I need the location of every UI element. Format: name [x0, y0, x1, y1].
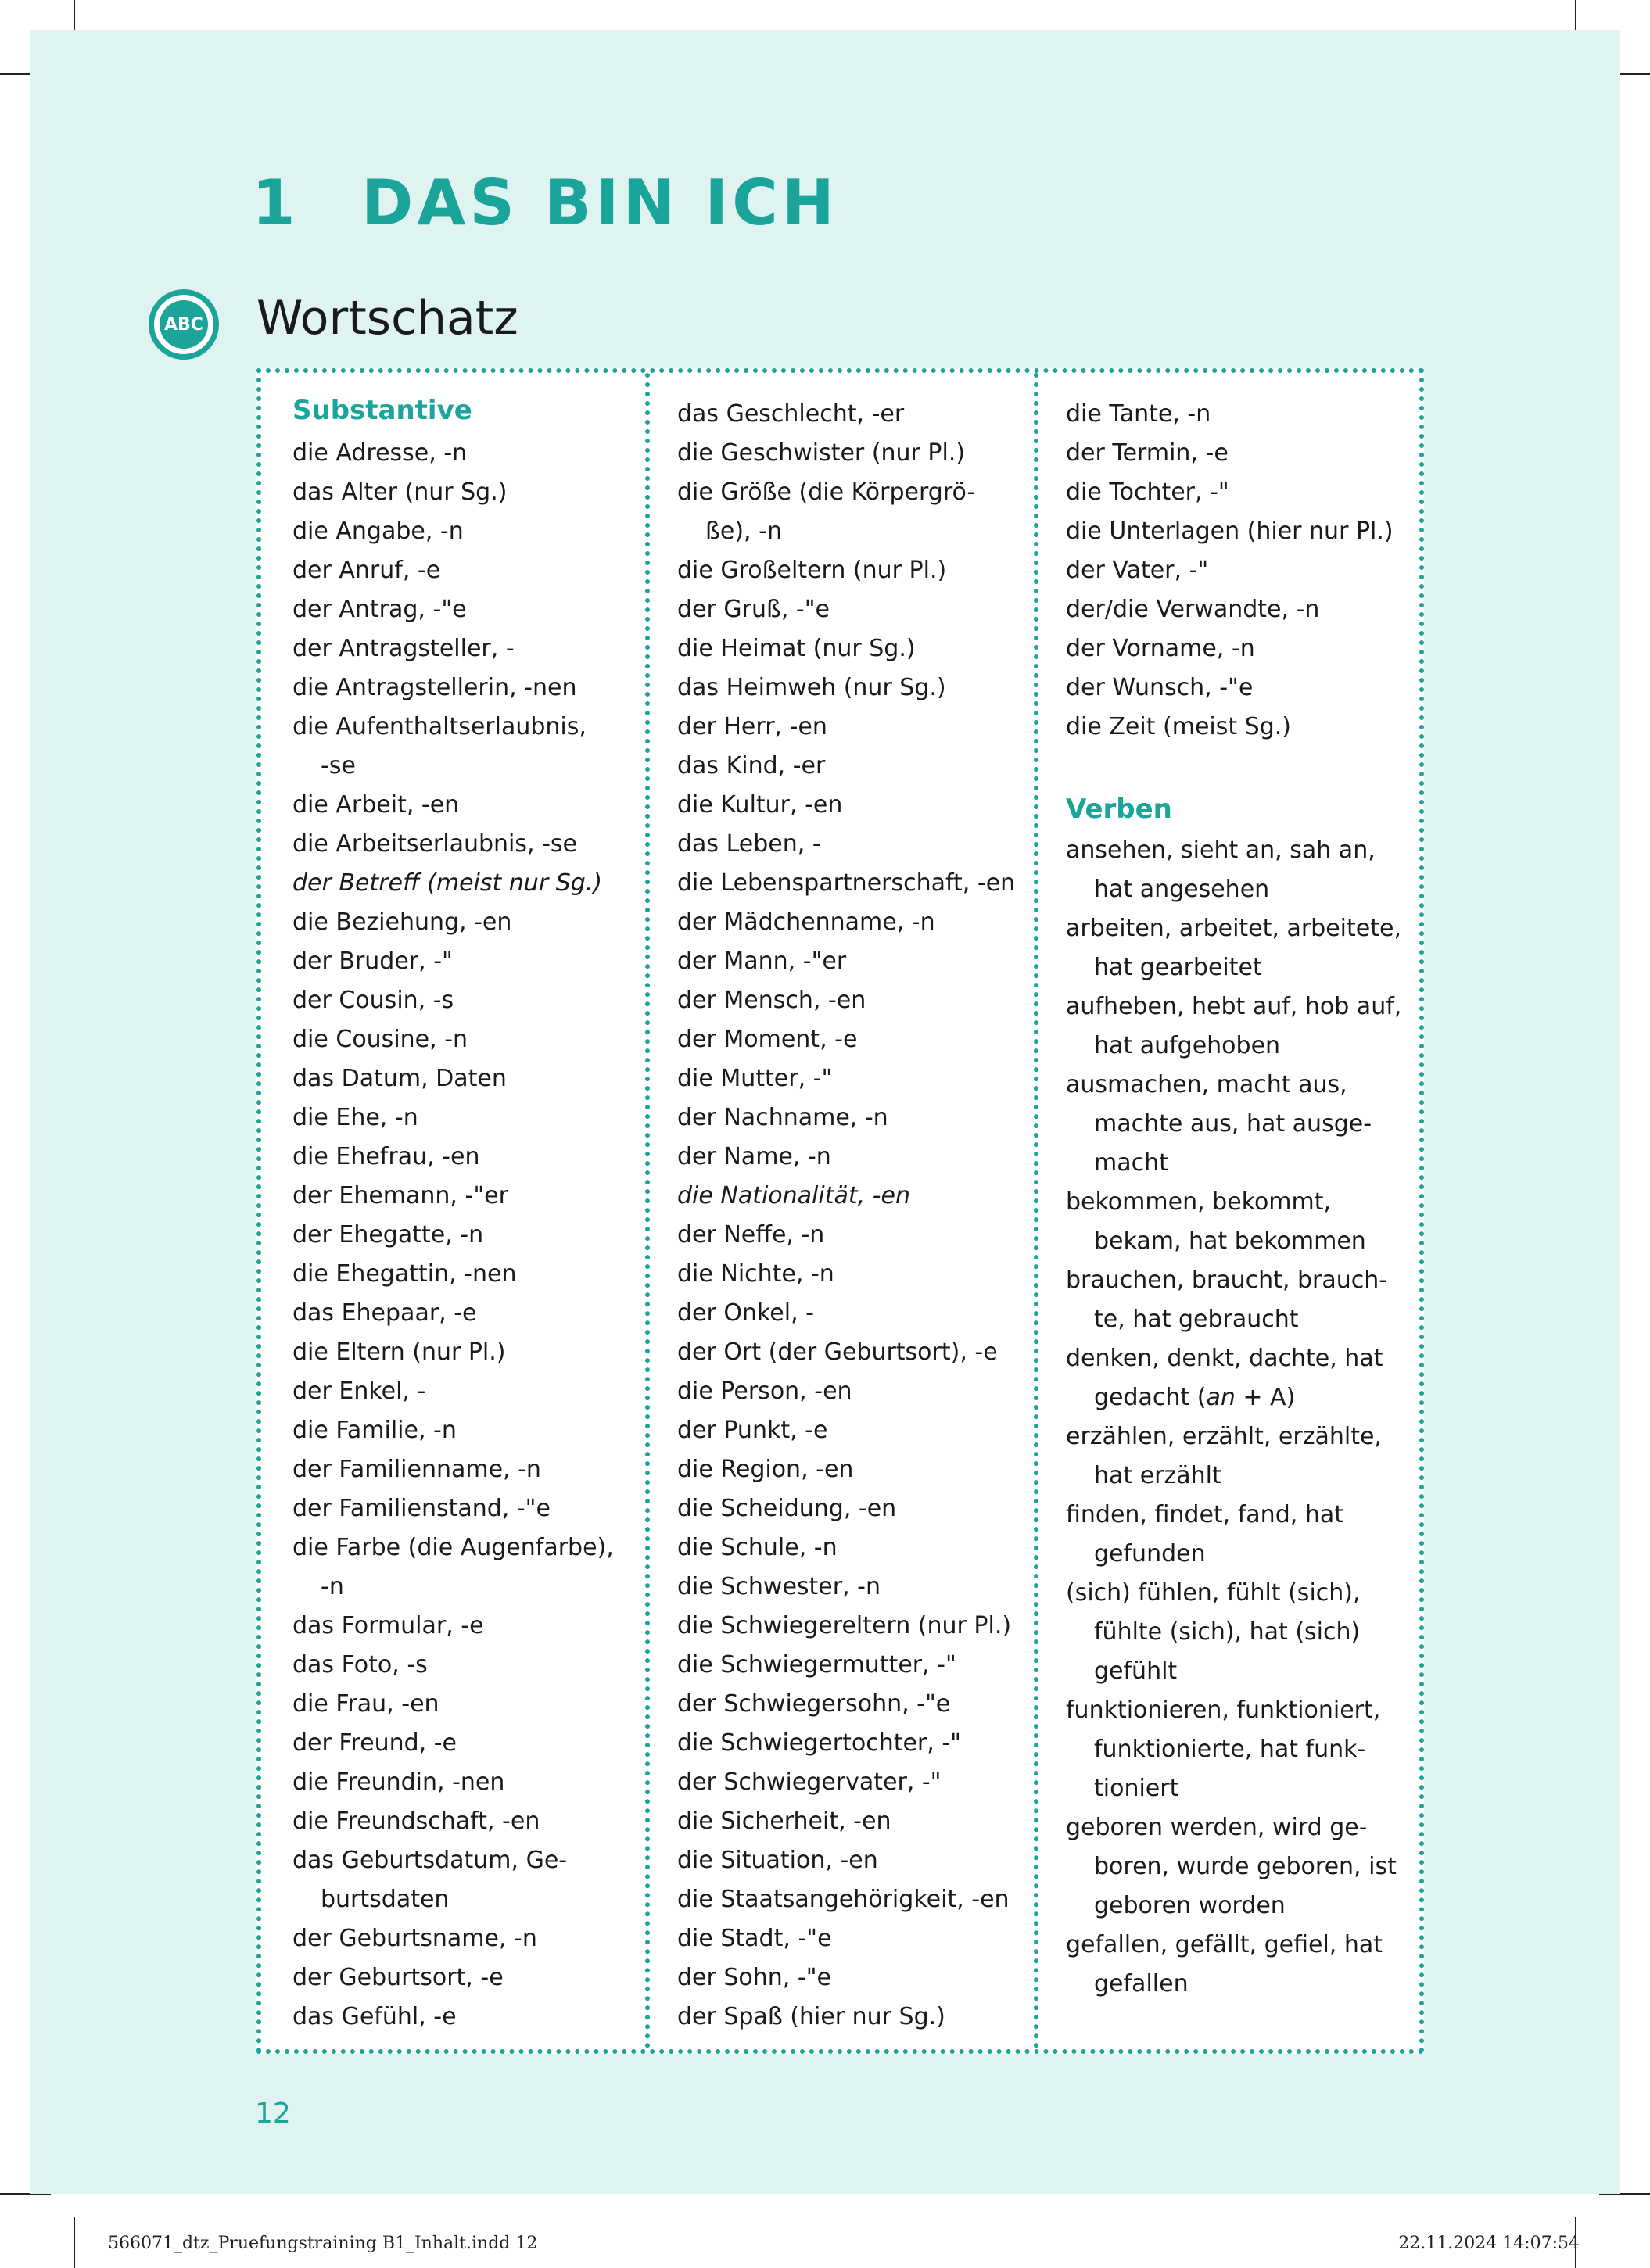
entry-text: die Situation, -en: [677, 1847, 878, 1874]
entry-text: die Tochter, -": [1066, 478, 1229, 506]
entry-continuation: boren, wurde geboren, ist: [1094, 1853, 1397, 1880]
noun-entry: [677, 1646, 1021, 1685]
entry-text: das Ehepaar, -e: [292, 1299, 477, 1327]
entry-text: der Geburtsort, -e: [292, 1964, 504, 1991]
entry-text: die Staatsangehörigkeit, -en: [677, 1886, 1010, 1913]
entry-text: der Sohn, -"e: [677, 1964, 831, 1991]
noun-entry: [292, 1411, 629, 1450]
noun-entry: [677, 629, 1021, 668]
heading-verben: Verben: [1066, 794, 1172, 825]
noun-entry: [677, 1059, 1021, 1098]
entry-text: das Alter (nur Sg.): [292, 478, 508, 506]
entry-continuation: ße), -n: [705, 518, 782, 545]
entry-fragment: gedacht (: [1094, 1384, 1207, 1411]
noun-entry: [292, 668, 629, 708]
entry-text: die Farbe (die Augenfarbe),: [292, 1534, 614, 1561]
noun-entry: [677, 1489, 1021, 1528]
noun-entry: [677, 786, 1021, 825]
entry-text: die Freundschaft, -en: [292, 1808, 540, 1835]
entry-text: das Leben, -: [677, 830, 821, 858]
noun-entry: [677, 1958, 1021, 1997]
page-number: 12: [255, 2098, 291, 2130]
noun-entry: [292, 1919, 629, 1958]
entry-text: die Stadt, -"e: [677, 1925, 832, 1952]
entry-text: die Schule, -n: [677, 1534, 838, 1561]
entry-text: der Schwiegersohn, -"e: [677, 1690, 951, 1718]
noun-list: [1066, 395, 1410, 747]
entry-text: der Cousin, -s: [292, 987, 454, 1014]
noun-entry: [677, 1216, 1021, 1255]
vocab-column-3: [1066, 395, 1410, 2004]
entry-text: die Arbeitserlaubnis, -se: [292, 830, 577, 858]
entry-continuation: gefühlt: [1094, 1657, 1178, 1685]
noun-entry: [292, 434, 629, 473]
heading-substantive: Substantive: [292, 395, 472, 426]
noun-entry: [1066, 395, 1410, 434]
noun-entry: [1066, 668, 1410, 708]
entry-text: die Person, -en: [677, 1378, 852, 1405]
entry-text: die Geschwister (nur Pl.): [677, 439, 966, 467]
noun-entry: [677, 747, 1021, 786]
entry-text: die Ehefrau, -en: [292, 1143, 480, 1170]
entry-text: die Angabe, -n: [292, 518, 464, 545]
noun-entry: [292, 1177, 629, 1216]
noun-entry: [677, 1802, 1021, 1841]
verb-entry: [1066, 987, 1410, 1066]
noun-entry: [677, 1138, 1021, 1177]
entry-continuation: gefunden: [1094, 1540, 1206, 1568]
entry-text: der Familienname, -n: [292, 1456, 541, 1483]
entry-text: der Punkt, -e: [677, 1417, 828, 1444]
verb-entry: [1066, 831, 1410, 909]
noun-entry: [677, 1098, 1021, 1138]
entry-text: das Gefühl, -e: [292, 2003, 457, 2030]
noun-entry: [677, 1568, 1021, 1607]
noun-entry: [292, 590, 629, 629]
verb-entry: [1066, 1926, 1410, 2004]
vocabulary-box: [256, 368, 1424, 2054]
entry-text: geboren werden, wird ge-: [1066, 1814, 1368, 1841]
verb-entry: [1066, 1066, 1410, 1183]
entry-text: die Großeltern (nur Pl.): [677, 557, 947, 584]
entry-text: der Antragsteller, -: [292, 635, 515, 662]
noun-entry: [292, 1607, 629, 1646]
noun-entry: [292, 1216, 629, 1255]
noun-entry: [292, 1724, 629, 1763]
noun-entry: [677, 1607, 1021, 1646]
entry-text: die Mutter, -": [677, 1065, 833, 1092]
entry-text: der Ehemann, -"er: [292, 1182, 508, 1209]
entry-text: die Familie, -n: [292, 1417, 457, 1444]
noun-entry: [677, 1880, 1021, 1919]
entry-text: der Enkel, -: [292, 1378, 426, 1405]
slug-timestamp: 22.11.2024 14:07:54: [1398, 2234, 1580, 2253]
verb-entry: [1066, 1339, 1410, 1417]
verb-entry: [1066, 1417, 1410, 1496]
noun-entry: [1066, 708, 1410, 747]
entry-text: funktionieren, funktioniert,: [1066, 1697, 1381, 1724]
entry-text: die Schwester, -n: [677, 1573, 881, 1600]
column-divider: [645, 373, 650, 2049]
noun-entry: [677, 1177, 1021, 1216]
entry-continuation: hat gearbeitet: [1094, 954, 1262, 981]
noun-entry: [292, 1802, 629, 1841]
noun-entry: [292, 473, 629, 512]
entry-text: der Familienstand, -"e: [292, 1495, 551, 1522]
noun-entry: [292, 1528, 629, 1607]
noun-entry: [292, 1138, 629, 1177]
entry-continuation: te, hat gebraucht: [1094, 1306, 1299, 1333]
noun-entry: [292, 1059, 629, 1098]
noun-entry: [677, 434, 1021, 473]
noun-entry: [677, 942, 1021, 981]
entry-text: die Aufenthaltserlaubnis,: [292, 713, 586, 740]
entry-text: die Region, -en: [677, 1456, 854, 1483]
entry-text: der Antrag, -"e: [292, 596, 467, 623]
noun-entry: [292, 1020, 629, 1059]
noun-entry: [677, 1763, 1021, 1802]
noun-entry: [677, 1333, 1021, 1372]
noun-entry: [292, 864, 629, 903]
noun-entry: [677, 395, 1021, 434]
entry-text: der Mensch, -en: [677, 987, 866, 1014]
entry-text: die Eltern (nur Pl.): [292, 1338, 506, 1366]
noun-entry: [677, 1450, 1021, 1489]
noun-entry: [677, 1724, 1021, 1763]
noun-entry: [677, 473, 1021, 551]
entry-text: der Onkel, -: [677, 1299, 814, 1327]
noun-entry: [677, 825, 1021, 864]
entry-text: die Unterlagen (hier nur Pl.): [1066, 518, 1394, 545]
entry-text: die Schwiegereltern (nur Pl.): [677, 1612, 1012, 1639]
entry-text: die Freundin, -nen: [292, 1768, 505, 1796]
noun-entry: [1066, 629, 1410, 668]
entry-text: das Heimweh (nur Sg.): [677, 674, 946, 701]
entry-continuation: burtsdaten: [321, 1886, 450, 1913]
noun-entry: [292, 1841, 629, 1919]
entry-text: der Termin, -e: [1066, 439, 1229, 467]
noun-entry: [1066, 434, 1410, 473]
entry-text: die Lebenspartnerschaft, -en: [677, 869, 1016, 897]
verb-entry: [1066, 1808, 1410, 1926]
noun-entry: [292, 1763, 629, 1802]
entry-text: der Moment, -e: [677, 1026, 858, 1053]
noun-entry: [292, 512, 629, 551]
entry-continuation: hat erzählt: [1094, 1462, 1221, 1489]
entry-text: die Schwiegermutter, -": [677, 1651, 956, 1679]
noun-entry: [677, 1411, 1021, 1450]
noun-entry: [1066, 512, 1410, 551]
vocab-column-2: [677, 395, 1021, 2037]
noun-entry: [677, 708, 1021, 747]
entry-text: der Ehegatte, -n: [292, 1221, 484, 1249]
entry-text: das Datum, Daten: [292, 1065, 507, 1092]
noun-entry: [677, 668, 1021, 708]
entry-text: das Geburtsdatum, Ge-: [292, 1847, 568, 1874]
verb-entry: [1066, 909, 1410, 987]
entry-continuation: tioniert: [1094, 1775, 1179, 1802]
entry-text: denken, denkt, dachte, hat: [1066, 1345, 1383, 1372]
entry-text: die Heimat (nur Sg.): [677, 635, 916, 662]
noun-list: [292, 434, 629, 2037]
entry-text: aufheben, hebt auf, hob auf,: [1066, 993, 1402, 1020]
entry-continuation: gefallen: [1094, 1970, 1189, 1997]
entry-text: die Größe (die Körpergrö-: [677, 478, 976, 506]
noun-entry: [677, 1997, 1021, 2037]
entry-text: ausmachen, macht aus,: [1066, 1071, 1347, 1098]
noun-entry: [292, 629, 629, 668]
noun-entry: [677, 1685, 1021, 1724]
entry-continuation: hat angesehen: [1094, 876, 1270, 903]
crop-mark: [74, 2217, 75, 2268]
noun-entry: [292, 981, 629, 1020]
noun-entry: [292, 708, 629, 786]
noun-entry: [292, 1372, 629, 1411]
entry-continuation: -n: [321, 1573, 344, 1600]
entry-text: ansehen, sieht an, sah an,: [1066, 837, 1376, 864]
noun-entry: [677, 1255, 1021, 1294]
vocab-column-1: [292, 395, 629, 2037]
entry-continuation: geboren worden: [1094, 1892, 1286, 1919]
entry-text: der Mädchenname, -n: [677, 908, 935, 936]
noun-entry: [292, 1685, 629, 1724]
slug-file-info: 566071_dtz_Pruefungstraining B1_Inhalt.indd 12: [108, 2234, 538, 2253]
noun-entry: [677, 1372, 1021, 1411]
noun-list: [677, 395, 1021, 2037]
verb-entry: [1066, 1183, 1410, 1261]
entry-text: bekommen, bekommt,: [1066, 1188, 1332, 1216]
entry-text: die Cousine, -n: [292, 1026, 468, 1053]
chapter-title-text: DAS BIN ICH: [361, 167, 838, 239]
entry-text: der Bruder, -": [292, 948, 453, 975]
noun-entry: [677, 590, 1021, 629]
entry-continuation: fühlte (sich), hat (sich): [1094, 1618, 1361, 1646]
entry-text: der Anruf, -e: [292, 557, 441, 584]
noun-entry: [677, 864, 1021, 903]
entry-text: finden, findet, fand, hat: [1066, 1501, 1343, 1528]
noun-entry: [292, 1098, 629, 1138]
entry-continuation: machte aus, hat ausge-: [1094, 1110, 1372, 1138]
entry-text: der Geburtsname, -n: [292, 1925, 537, 1952]
entry-text: die Zeit (meist Sg.): [1066, 713, 1291, 740]
entry-text: der Wunsch, -"e: [1066, 674, 1254, 701]
verb-entry: [1066, 1496, 1410, 1574]
entry-text: das Geschlecht, -er: [677, 400, 905, 428]
noun-entry: [1066, 590, 1410, 629]
noun-entry: [292, 903, 629, 942]
noun-entry: [292, 1646, 629, 1685]
noun-entry: [677, 903, 1021, 942]
entry-text: die Nichte, -n: [677, 1260, 834, 1288]
chapter-title: [252, 167, 838, 239]
entry-text: die Sicherheit, -en: [677, 1808, 891, 1835]
entry-text: der Herr, -en: [677, 713, 827, 740]
entry-text: der Spaß (hier nur Sg.): [677, 2003, 945, 2030]
entry-text: der Freund, -e: [292, 1729, 457, 1757]
entry-text: der Nachname, -n: [677, 1104, 888, 1131]
entry-text: der Vorname, -n: [1066, 635, 1255, 662]
entry-text: die Frau, -en: [292, 1690, 439, 1718]
entry-continuation: macht: [1094, 1149, 1168, 1177]
entry-text: der/die Verwandte, -n: [1066, 596, 1320, 623]
noun-entry: [292, 1333, 629, 1372]
entry-fragment: an: [1206, 1384, 1236, 1411]
entry-text: erzählen, erzählt, erzählte,: [1066, 1423, 1382, 1450]
noun-entry: [677, 981, 1021, 1020]
entry-continuation: bekam, hat bekommen: [1094, 1227, 1366, 1255]
entry-text: die Antragstellerin, -nen: [292, 674, 577, 701]
noun-entry: [292, 1997, 629, 2037]
entry-text: die Kultur, -en: [677, 791, 843, 819]
entry-text: brauchen, braucht, brauch-: [1066, 1267, 1388, 1294]
noun-entry: [292, 1958, 629, 1997]
entry-text: die Ehe, -n: [292, 1104, 418, 1131]
entry-text: das Formular, -e: [292, 1612, 484, 1639]
entry-text: der Schwiegervater, -": [677, 1768, 942, 1796]
noun-entry: [292, 1294, 629, 1333]
entry-text: die Adresse, -n: [292, 439, 468, 467]
entry-continuation: [1066, 1378, 1410, 1417]
noun-entry: [677, 551, 1021, 590]
entry-fragment: + A): [1235, 1384, 1296, 1411]
entry-text: der Ort (der Geburtsort), -e: [677, 1338, 998, 1366]
entry-text: der Name, -n: [677, 1143, 831, 1170]
entry-continuation: hat aufgehoben: [1094, 1032, 1281, 1059]
entry-text: (sich) fühlen, fühlt (sich),: [1066, 1579, 1361, 1607]
noun-entry: [677, 1841, 1021, 1880]
noun-entry: [292, 1450, 629, 1489]
noun-entry: [292, 825, 629, 864]
section-title: Wortschatz: [256, 291, 518, 346]
entry-text: arbeiten, arbeitet, arbeitete,: [1066, 915, 1401, 942]
entry-text: der Gruß, -"e: [677, 596, 830, 623]
entry-text: der Neffe, -n: [677, 1221, 825, 1249]
noun-entry: [292, 942, 629, 981]
entry-text: gefallen, gefällt, gefiel, hat: [1066, 1931, 1383, 1958]
noun-entry: [292, 1489, 629, 1528]
noun-entry: [1066, 473, 1410, 512]
chapter-number: 1: [252, 167, 300, 239]
entry-continuation: -se: [321, 752, 356, 779]
entry-text: die Ehegattin, -nen: [292, 1260, 517, 1288]
noun-entry: [677, 1528, 1021, 1568]
noun-entry: [292, 551, 629, 590]
entry-text: das Kind, -er: [677, 752, 826, 779]
entry-text: das Foto, -s: [292, 1651, 428, 1679]
abc-badge-label: ABC: [160, 300, 208, 349]
entry-continuation: funktionierte, hat funk-: [1094, 1736, 1366, 1763]
entry-text: die Arbeit, -en: [292, 791, 460, 819]
verb-list: [1066, 831, 1410, 2004]
verb-entry: [1066, 1261, 1410, 1339]
abc-badge-icon: [149, 289, 219, 360]
verb-entry: [1066, 1691, 1410, 1808]
entry-text: der Vater, -": [1066, 557, 1209, 584]
entry-text: die Nationalität, -en: [677, 1182, 910, 1209]
entry-text: der Mann, -"er: [677, 948, 847, 975]
noun-entry: [292, 786, 629, 825]
entry-text: die Tante, -n: [1066, 400, 1211, 428]
entry-text: die Scheidung, -en: [677, 1495, 897, 1522]
noun-entry: [677, 1294, 1021, 1333]
verb-entry: [1066, 1574, 1410, 1691]
entry-text: der Betreff (meist nur Sg.): [292, 869, 603, 897]
entry-text: die Schwiegertochter, -": [677, 1729, 961, 1757]
column-divider: [1034, 373, 1038, 2049]
noun-entry: [292, 1255, 629, 1294]
noun-entry: [677, 1919, 1021, 1958]
entry-text: die Beziehung, -en: [292, 908, 512, 936]
noun-entry: [1066, 551, 1410, 590]
noun-entry: [677, 1020, 1021, 1059]
